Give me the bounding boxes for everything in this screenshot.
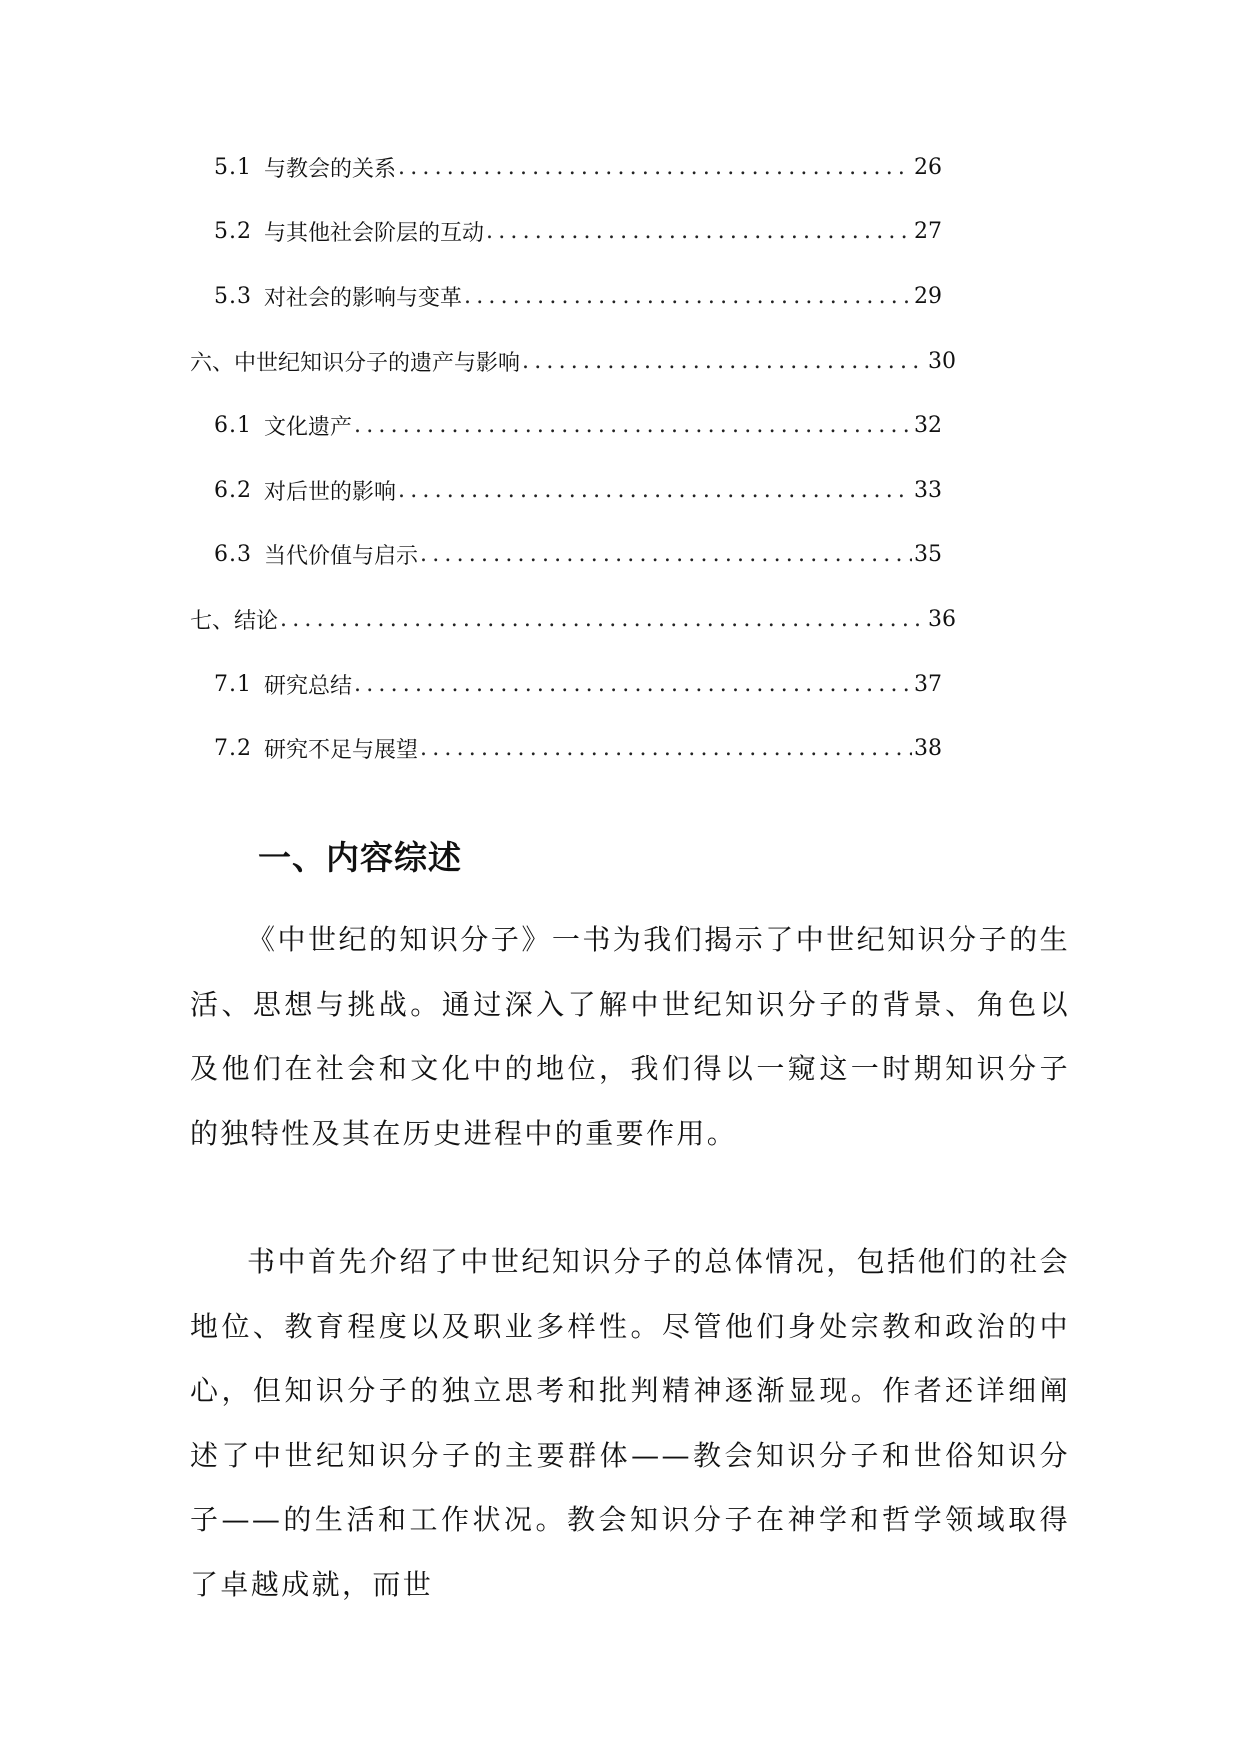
toc-chapter-entry[interactable]: [190, 341, 956, 381]
toc-entry[interactable]: [214, 534, 942, 574]
toc-entry-page: 38: [914, 735, 942, 761]
toc-leader-dots: [398, 478, 912, 503]
toc-entry-number: 7.2: [214, 735, 252, 761]
toc-entry[interactable]: [214, 147, 942, 187]
toc-entry-title: 当代价值与启示: [264, 543, 419, 569]
toc-entry[interactable]: [214, 276, 942, 316]
toc-leader-dots: [354, 413, 912, 438]
toc-entry-page: 30: [928, 348, 956, 374]
toc-leader-dots: [420, 736, 912, 761]
toc-entry-number: 5.3: [214, 283, 252, 309]
toc-entry-title: 六、中世纪知识分子的遗产与影响: [190, 350, 521, 376]
toc-entry-title: 与其他社会阶层的互动: [264, 220, 485, 246]
toc-leader-dots: [354, 672, 912, 697]
toc-entry[interactable]: [214, 470, 942, 510]
toc-leader-dots: [398, 155, 912, 180]
toc-entry-title: 对后世的影响: [264, 479, 397, 505]
toc-entry-number: 6.2: [214, 477, 252, 503]
toc-entry-page: 29: [914, 283, 942, 309]
toc-entry-title: 七、结论: [190, 608, 279, 634]
body-paragraph: 《中世纪的知识分子》一书为我们揭示了中世纪知识分子的生活、思想与挑战。通过深入了解中世纪知识分子的背景、角色以及他们在社会和文化中的地位，我们得以一窥这一时期知识分子的独特性及其在历史进程中的重要作用。: [190, 923, 1070, 1150]
toc-entry-page: 32: [914, 412, 942, 438]
body-paragraph-block: [190, 908, 1070, 1166]
toc-entry-page: 26: [914, 154, 942, 180]
toc-leader-dots: [420, 542, 912, 567]
toc-entry-title: 与教会的关系: [264, 156, 397, 182]
toc-entry[interactable]: [214, 211, 942, 251]
toc-entry-number: 6.1: [214, 412, 252, 438]
toc-chapter-entry[interactable]: [190, 599, 956, 639]
toc-entry[interactable]: [214, 405, 942, 445]
toc-entry[interactable]: [214, 664, 942, 704]
toc-entry-page: 35: [914, 541, 942, 567]
toc-entry-page: 37: [914, 671, 942, 697]
toc-entry-number: 5.2: [214, 218, 252, 244]
toc-leader-dots: [464, 284, 912, 309]
body-paragraph-block: [190, 1230, 1070, 1617]
toc-leader-dots: [280, 607, 926, 632]
toc-entry-title: 研究总结: [264, 673, 353, 699]
toc-entry-title: 研究不足与展望: [264, 737, 419, 763]
toc-leader-dots: [486, 219, 912, 244]
toc-entry[interactable]: [214, 728, 942, 768]
toc-entry-title: 文化遗产: [264, 414, 353, 440]
toc-leader-dots: [522, 349, 926, 374]
toc-entry-number: 7.1: [214, 671, 252, 697]
body-paragraph: 书中首先介绍了中世纪知识分子的总体情况，包括他们的社会地位、教育程度以及职业多样性。尽管他们身处宗教和政治的中心，但知识分子的独立思考和批判精神逐渐显现。作者还详细阐述了中世纪知识分子的主要群体——教会知识分子和世俗知识分子——的生活和工作状况。教会知识分子在神学和哲学领域取得了卓越成就，而世: [190, 1245, 1070, 1601]
toc-entry-page: 33: [914, 477, 942, 503]
toc-entry-page: 36: [928, 606, 956, 632]
toc-entry-title: 对社会的影响与变革: [264, 285, 463, 311]
toc-entry-number: 5.1: [214, 154, 252, 180]
section-heading: 一、内容综述: [258, 838, 462, 877]
toc-entry-page: 27: [914, 218, 942, 244]
toc-entry-number: 6.3: [214, 541, 252, 567]
